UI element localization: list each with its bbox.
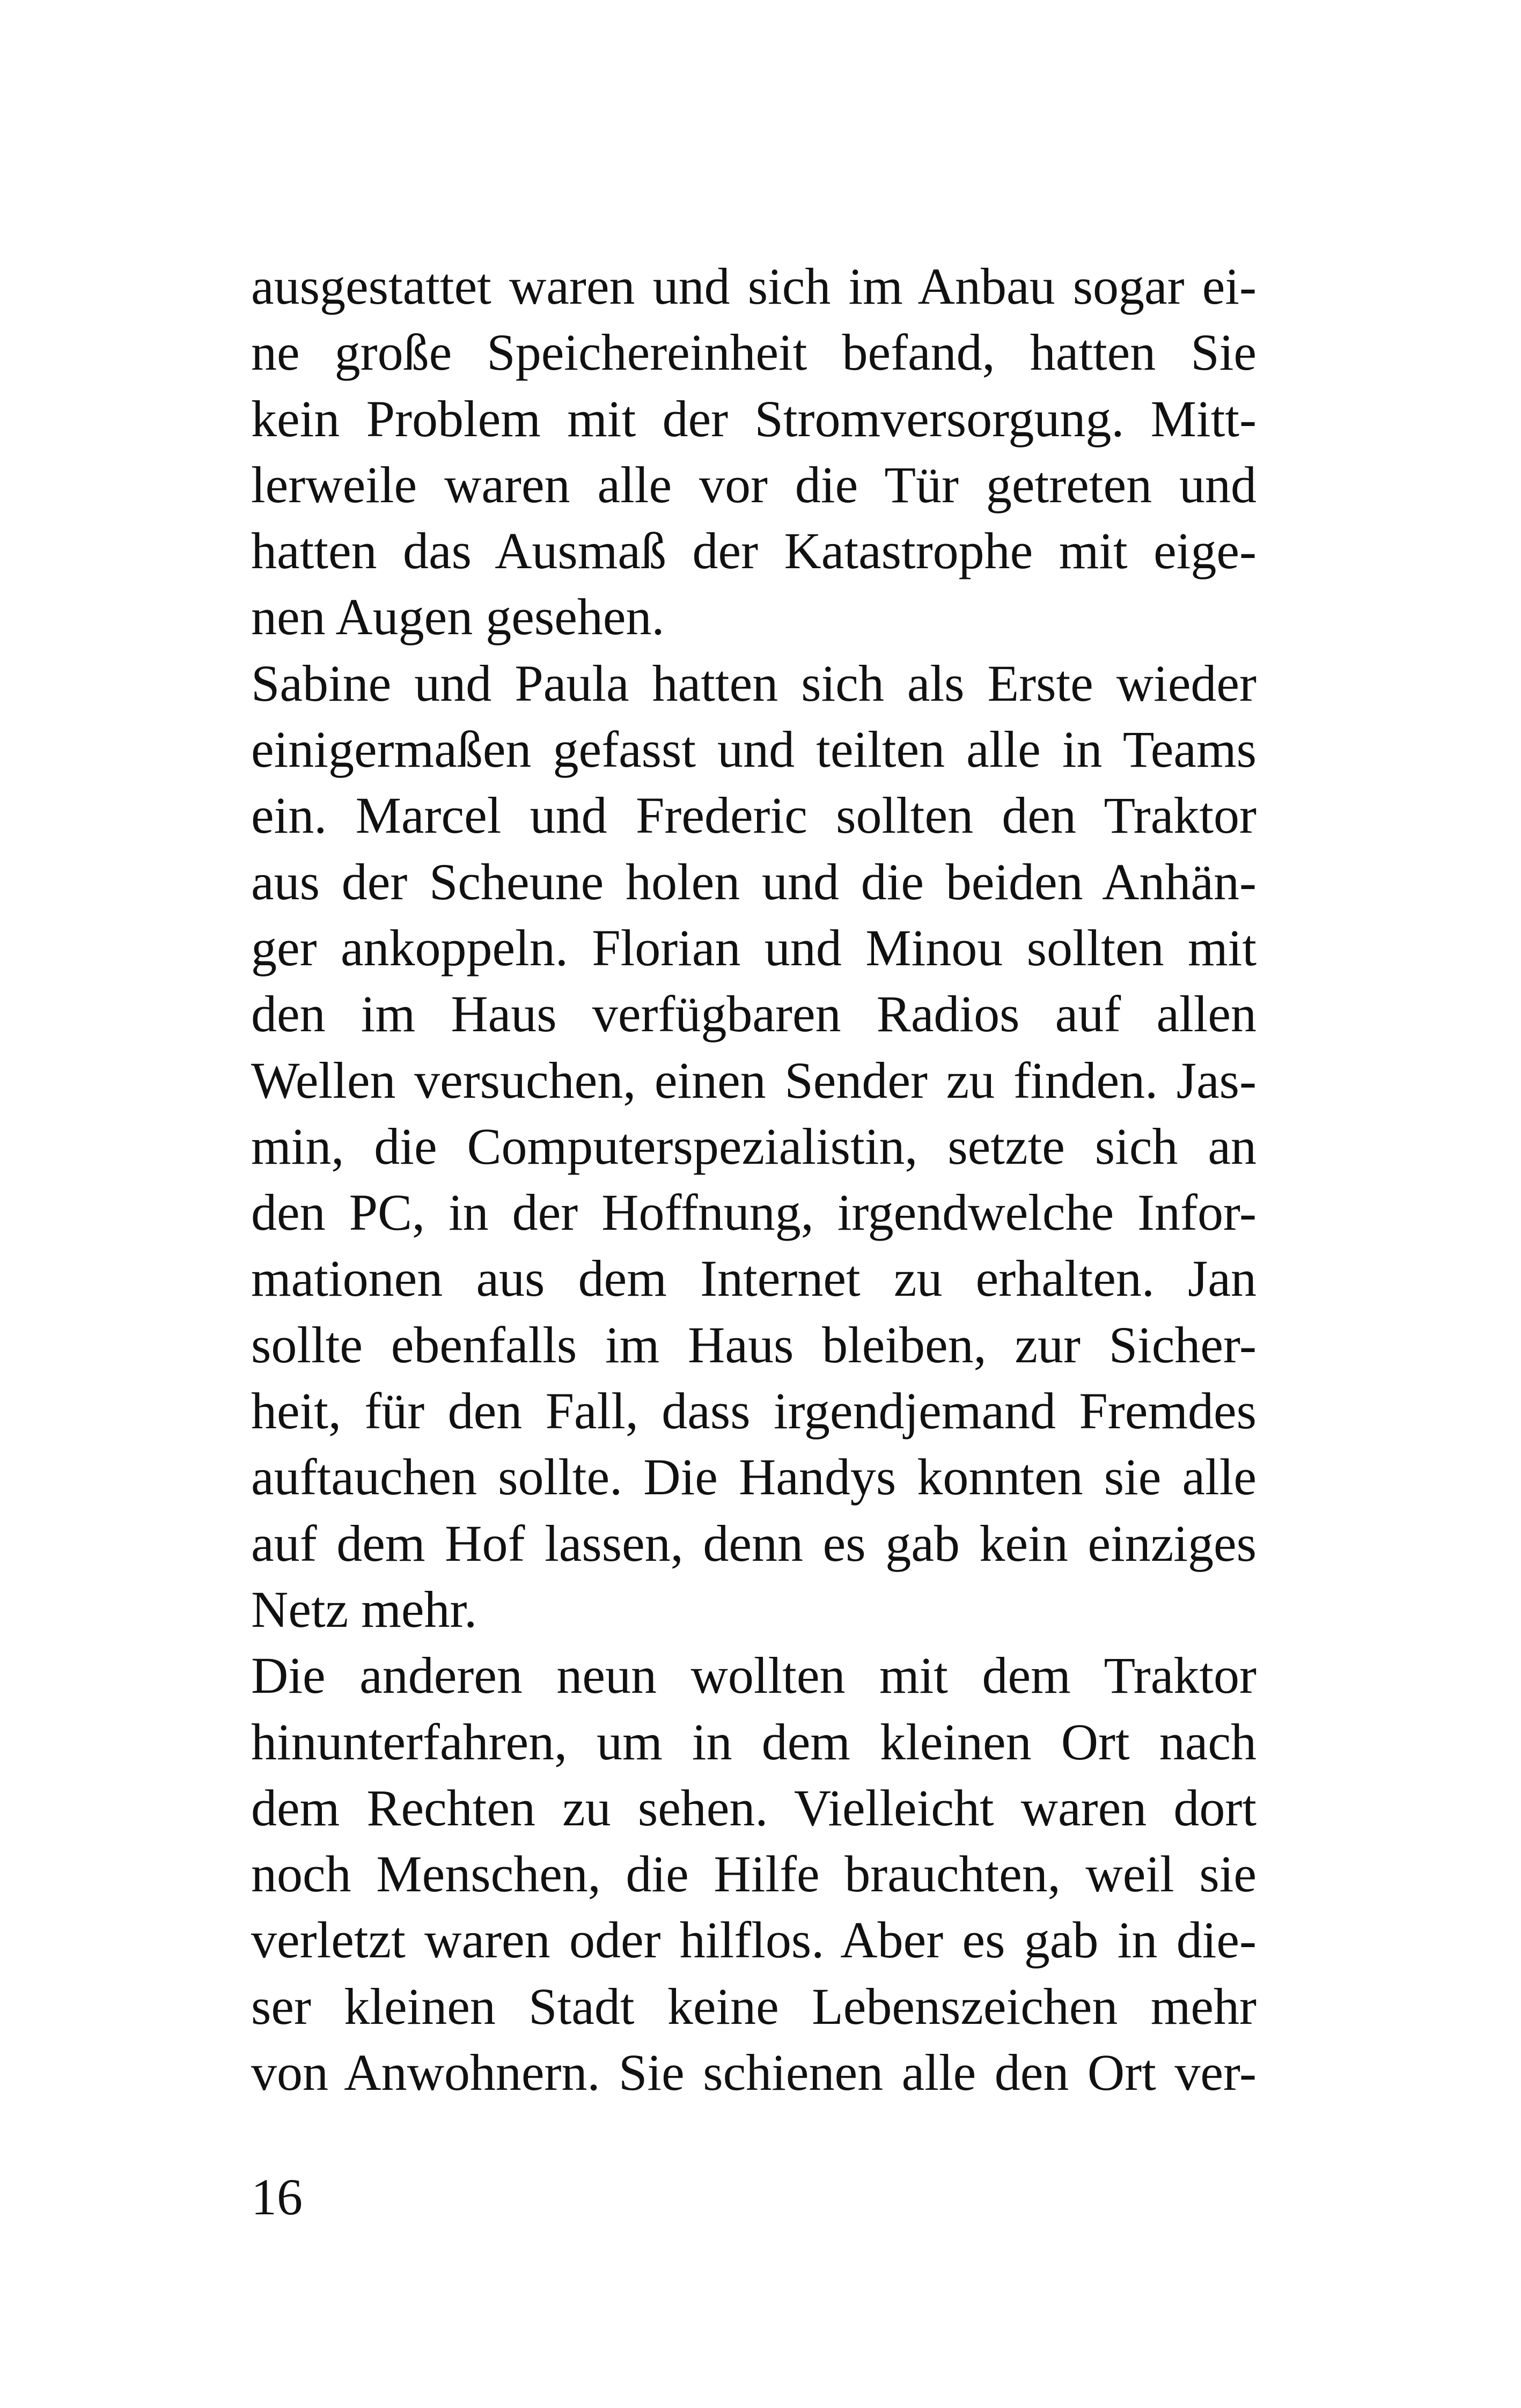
text-line: min, die Computerspezialistin, setzte sich an (251, 1117, 1257, 1175)
text-line: verletzt waren oder hilflos. Aber es gab in die- (251, 1911, 1257, 1969)
text-line: heit, für den Fall, dass irgendjemand Fremdes (251, 1382, 1257, 1440)
text-line: noch Menschen, die Hilfe brauchten, weil sie (251, 1845, 1257, 1903)
page-number: 16 (251, 2168, 303, 2226)
text-line: einigermaßen gefasst und teilten alle in Teams (251, 721, 1257, 779)
text-line: den im Haus verfügbaren Radios auf allen (251, 985, 1257, 1043)
text-line: aus der Scheune holen und die beiden Anhän- (251, 853, 1257, 911)
text-line: von Anwohnern. Sie schienen alle den Ort ver- (251, 2044, 1257, 2102)
text-line: auf dem Hof lassen, denn es gab kein einziges (251, 1514, 1257, 1572)
text-line: ausgestattet waren und sich im Anbau sogar ei- (251, 258, 1257, 315)
paragraph-end-line: nen Augen gesehen. (251, 588, 665, 646)
text-line: dem Rechten zu sehen. Vielleicht waren dort (251, 1779, 1257, 1837)
text-line: hatten das Ausmaß der Katastrophe mit eige- (251, 522, 1257, 580)
text-line: ne große Speichereinheit befand, hatten Sie (251, 324, 1257, 381)
text-line: lerweile waren alle vor die Tür getreten und (251, 456, 1257, 513)
text-line: kein Problem mit der Stromversorgung. Mitt- (251, 390, 1257, 447)
text-line: ein. Marcel und Frederic sollten den Traktor (251, 787, 1257, 845)
text-line: den PC, in der Hoffnung, irgendwelche Infor- (251, 1184, 1257, 1242)
text-line: Sabine und Paula hatten sich als Erste wieder (251, 654, 1257, 712)
text-line: sollte ebenfalls im Haus bleiben, zur Sicher- (251, 1316, 1257, 1374)
paragraph-end-line: Netz mehr. (251, 1580, 477, 1638)
text-line: Die anderen neun wollten mit dem Traktor (251, 1647, 1257, 1705)
text-line: Wellen versuchen, einen Sender zu finden. Jas- (251, 1051, 1257, 1109)
text-line: hinunterfahren, um in dem kleinen Ort nach (251, 1713, 1257, 1771)
text-line: ser kleinen Stadt keine Lebenszeichen mehr (251, 1977, 1257, 2035)
text-line: mationen aus dem Internet zu erhalten. Jan (251, 1250, 1257, 1308)
body-text (251, 253, 1257, 2105)
text-line: ger ankoppeln. Florian und Minou sollten mit (251, 919, 1257, 977)
text-line: auftauchen sollte. Die Handys konnten sie alle (251, 1448, 1257, 1506)
